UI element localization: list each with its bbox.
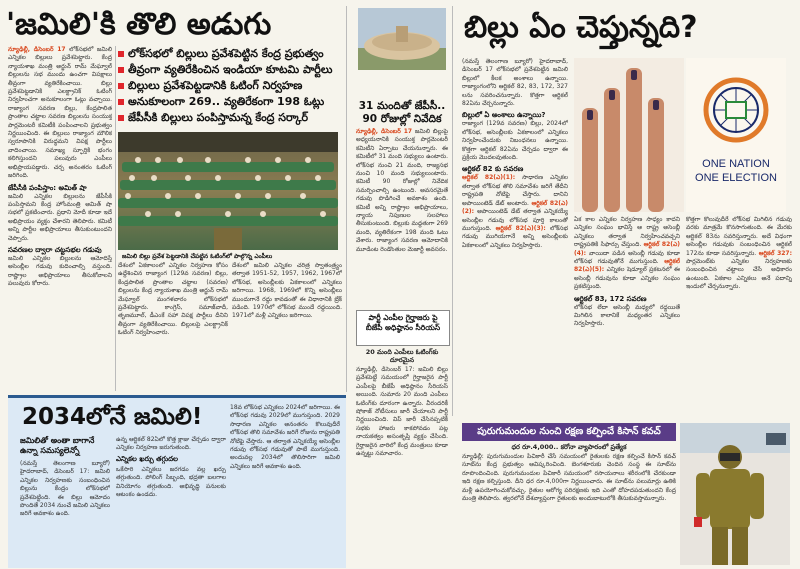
box-text-1: (నమస్తే తెలంగాణ బ్యూరో) హైదరాబాద్, డిసెంబర్ 17: జమిలి ఎన్నికల నిర్వహణకు సంబంధించిన బిల్లును కేంద్రం లోక్‌సభలో ప్రవేశపెట్టింది. ఈ బిల్లు ఆమోదం పొందితే 2034 నుంచే జమిలి ఎన్నికలు జరిగే అవకాశం ఉంది. xyxy=(20,460,110,518)
box-text-3: 18వ లోక్‌సభ ఎన్నికలు 2024లో జరిగాయి. ఈ లోక్‌సభ గడువు 2029లో ముగుస్తుంది. 2029 సాధారణ ఎన్నికల అనంతరం కొలువుదీరే లోక్‌సభ తొలి సమావేశం జరిగే రోజును రాష్ట్రపతి నోటిఫై చేస్తారు. ఆ తర్వాత ఎన్నికయ్యే అసెంబ్లీల గడువు లోక్‌సభ గడువుతో పాటే ముగుస్తుంది. అందువల్ల 2034లో తొలిసారిగా జమిలి ఎన్నికలు జరిగే అవకాశం ఉంది. xyxy=(230,404,340,470)
middle-headline: 31 మందితో జేపీసీ.. 90 రోజుల్లో నివేదిక xyxy=(358,100,446,125)
left-headline: 'జమిలి'కి తొలి అడుగు xyxy=(6,7,272,42)
kisan-kavach-photo xyxy=(680,423,790,565)
bullet-item: బిల్లులు ప్రవేశపెట్టడానికి ఓటింగ్ నిర్వహణ xyxy=(118,78,346,94)
right-subhead: బిల్లులో ఏ అంశాలు ఉన్నాయి? xyxy=(462,111,546,120)
box-2034 xyxy=(8,395,346,568)
point-label: ఆర్టికల్ 82(ఎ)(4): xyxy=(574,241,680,257)
right-subhead: ఆర్టికల్ 82 కు సవరణ xyxy=(462,165,524,174)
left-body-text-2: జమిలి ఎన్నికల బిల్లులను జేపీసీకి పంపిస్తామని కేంద్ర హోంమంత్రి అమిత్ షా సభలో ప్రకటించారు. ప్రధాని మోదీ కూడా ఇదే అభిప్రాయం వ్యక్తం చేశారని తెలిపారు. కమిటీ అన్ని పార్టీల అభిప్రాయాలు తీసుకుంటుందని చెప్పారు. xyxy=(8,192,112,242)
sub-heading-2: సవరణల ద్వారా చట్టసభల గడువు xyxy=(8,245,102,254)
box-note: ఎన్నికల ఖర్చు తగ్గుదల xyxy=(116,454,179,463)
point-label: ఆర్టికల్ 327: xyxy=(758,249,792,257)
left-body-text-3: జమిలి ఎన్నికల బిల్లులను ఆమోదిస్తే అసెంబ్లీల గడువు కుదించాల్సి వస్తుంది. రాష్ట్రాల అభిప్రాయాలు తీసుకోవాలని పలువురు కోరారు. xyxy=(8,254,112,288)
photo-caption: జమిలి బిల్లు ప్రవేశ పెట్టడానికి చేపట్టిన ఓటింగ్‌లో పాల్గొన్న ఎంపీలు xyxy=(122,253,273,260)
box-headline: 2034లోనే జమిలి! xyxy=(22,404,203,430)
left-mid-column-2: దేశంలో జమిలి ఎన్నికల చరిత్ర స్వాతంత్ర్యం తర్వాత 1951-52, 1957, 1962, 1967లో లోక్‌సభ, అసెంబ్లీలకు ఏకకాలంలో ఎన్నికలు జరిగాయి. 1968, 1969లో కొన్ని అసెంబ్లీలు ముందుగానే రద్దు కావడంతో ఈ విధానానికి బ్రేక్ పడింది. 1970లో లోక్‌సభ ముందే రద్దయింది. 1971లో మళ్లీ ఎన్నికలు జరిగాయి. xyxy=(232,262,342,320)
bullet-item: తీవ్రంగా వ్యతిరేకించిన ఇండియా కూటమి పార్టీలు xyxy=(118,62,346,78)
bullet-item: జేపీసీకి బిల్లులు పంపిస్తామన్న కేంద్ర సర్కార్ xyxy=(118,110,346,126)
middle-box-sub: 20 మంది ఎంపీలు ఓటింగ్‌కు దూరమైన xyxy=(365,348,439,364)
kisan-sub: ధర రూ.4,000.. కరోనా వ్యాపారంలో ప్రత్యేక xyxy=(511,443,627,451)
right-col-3: కొత్తగా కొలువుదీరే లోక్‌సభ మిగిలిన గడువు వరకు మాత్రమే కొనసాగుతుంది. ఈ మేరకు ఆర్టికల్ 83ను సవరిస్తున్నారు. అదే విధంగా అసెంబ్లీల గడువుకు సంబంధించిన ఆర్టికల్ 172ను కూడా సవరిస్తున్నారు. ఆర్టికల్ 327: పార్లమెంట్‌కు ఎన్నికల నిర్వహణకు సంబంధించిన చట్టాలు చేసే అధికారం ఉంటుంది. ఏకకాల ఎన్నికలు అనే పదాన్ని ఇందులో చేర్చనున్నారు. xyxy=(686,216,792,291)
left-mid-column-1: దేశంలో ఏకకాలంలో ఎన్నికల నిర్వహణ కోసం ఉద్దేశించిన రాజ్యాంగ (129వ సవరణ) బిల్లు, కేంద్రపాలిత ప్రాంతాల చట్టాల (సవరణ) బిల్లులను కేంద్ర న్యాయశాఖ మంత్రి అర్జున్ రామ్ మేఘ్వాల్ మంగళవారం లోక్‌సభలో ప్రవేశపెట్టారు. కాంగ్రెస్, సమాజ్‌వాదీ, తృణమూల్, డీఎంకే సహా విపక్ష పార్టీలు దీనిని తీవ్రంగా వ్యతిరేకించాయి. బిల్లులపై ఎలక్ట్రానిక్ ఓటింగ్ నిర్వహించారు. xyxy=(118,262,228,337)
kisan-kavach-banner: పురుగుమందుల నుంచి రక్షణ కల్పించే కిసాన్ కవచ్ xyxy=(462,423,676,441)
point-label: ఆర్టికల్ 82(ఎ)(3): xyxy=(495,224,546,232)
point-label: ఆర్టికల్ 82(ఎ)(5): xyxy=(574,258,680,274)
right-subhead: ఆర్టికల్ 83, 172 సవరణ xyxy=(574,294,647,303)
box-text-2: ఉన్న ఆర్టికల్ 82ఏలో కొత్త క్లాజు చేర్చడం ద్వారా ఎన్నికల నిర్వహణ జరుగుతుంది. ఎన్నికల ఖర్చు తగ్గుదల ఒకేసారి ఎన్నికలు జరగడం వల్ల ఖర్చు తగ్గుతుంది. పోలింగ్ సిబ్బంది, భద్రతా బలగాల వినియోగం తగ్గుతుంది. అభివృద్ధి పనులకు ఆటంకం ఉండదు. xyxy=(116,436,226,499)
middle-box-headline: పార్టీ ఎంపీల గైర్హాజరు పై బీజేపీ అధిష్ఠానం సీరియస్ xyxy=(365,313,441,332)
byline: (నమస్తే తెలంగాణ బ్యూరో) హైదరాబాద్, డిసెంబర్ 17 xyxy=(462,58,568,74)
point-label: ఆర్టికల్ 82(ఎ)(2): xyxy=(462,199,568,216)
box-subhead: జమిలితో అంతా బాగానే ఉన్నా సమస్యలెన్నో xyxy=(20,436,95,455)
left-body-column xyxy=(8,46,112,391)
bullet-item: అనుకూలంగా 269.. వ్యతిరేకంగా 198 ఓట్లు xyxy=(118,94,346,110)
sidebar-heading: జేపీసీకి పంపిస్తాం: అమిత్ షా xyxy=(8,183,87,192)
point-label: ఆర్టికల్ 82(ఎ)(1): xyxy=(462,174,516,182)
parliament-building-photo xyxy=(358,8,446,70)
logo-line-1: ONE NATION xyxy=(702,158,770,170)
parliament-photo xyxy=(118,132,338,250)
one-nation-logo xyxy=(686,58,786,212)
right-headline: బిల్లు ఏం చెప్తున్నది? xyxy=(464,10,698,45)
ballot-chakra-icon xyxy=(702,76,770,144)
right-col-1: (నమస్తే తెలంగాణ బ్యూరో) హైదరాబాద్, డిసెంబర్ 17 లోక్‌సభలో ప్రవేశపెట్టిన జమిలి బిల్లులో కీలక అంశాలు ఉన్నాయి. రాజ్యాంగంలోని ఆర్టికల్ 82, 83, 172, 327 లను సవరించనున్నారు. కొత్తగా ఆర్టికల్ 82ఏను చేర్చనున్నారు. బిల్లులో ఏ అంశాలు ఉన్నాయి? రాజ్యాంగ (129వ సవరణ) బిల్లు, 2024లో లోక్‌సభ, అసెంబ్లీలకు ఏకకాలంలో ఎన్నికలు నిర్వహించేందుకు నిబంధనలు ఉన్నాయి. కొత్తగా ఆర్టికల్ 82ఏను చేర్చడం ద్వారా ఈ ప్రక్రియ మొదలవుతుంది. ఆర్టికల్ 82 కు సవరణ ఆర్టికల్ 82(ఎ)(1): సాధారణ ఎన్నికల తర్వాత లోక్‌సభ తొలి సమావేశం జరిగే తేదీని రాష్ట్రపతి నోటిఫై చేస్తారు. దానిని అపాయింటెడ్ డేట్ అంటారు. ఆర్టికల్ 82(ఎ)(2): అపాయింటెడ్ డేట్ తర్వాత ఎన్నికయ్యే అసెంబ్లీల గడువు లోక్‌సభ పూర్తి కాలంతో ముగుస్తుంది. ఆర్టికల్ 82(ఎ)(3): లోక్‌సభ గడువు ముగియగానే అన్ని అసెంబ్లీలకు ఏకకాలంలో ఎన్నికలు నిర్వహిస్తారు. xyxy=(462,58,568,249)
middle-body-2: న్యూఢిల్లీ, డిసెంబర్ 17: జమిలి బిల్లు ప్రవేశపెట్టే సమయంలో గైర్హాజరైన పార్టీ ఎంపీలపై బీజేపీ అధిష్ఠానం సీరియస్ అయింది. సుమారు 20 మంది ఎంపీలు ఓటింగ్‌కు దూరంగా ఉన్నారు. వీరందరికీ షోకాజ్ నోటీసులు జారీ చేయాలని పార్టీ నిర్ణయించింది. విప్ జారీ చేసినప్పటికీ సభకు హాజరు కాకపోవడం పట్ల నాయకత్వం అసంతృప్తి వ్యక్తం చేసింది. గైర్హాజరైన వారిలో కేంద్ర మంత్రులు కూడా ఉన్నట్టు సమాచారం. xyxy=(356,366,448,458)
dateline: న్యూఢిల్లీ, డిసెంబర్ 17 xyxy=(8,46,66,53)
middle-box xyxy=(356,310,450,346)
headline-bullets xyxy=(118,46,346,126)
logo-line-2: ONE ELECTION xyxy=(695,172,777,184)
right-col-2: ఏక కాల ఎన్నికల నిర్వహణ సాధ్యం కాదని ఎన్నికల సంఘం భావిస్తే ఆ రాష్ట్ర అసెంబ్లీ ఎన్నికలు తర్వాత నిర్వహించవచ్చని రాష్ట్రపతికి సిఫార్సు చేస్తుంది. ఆర్టికల్ 82(ఎ)(4): వాయిదా పడిన అసెంబ్లీ గడువు కూడా లోక్‌సభ గడువుతోనే ముగుస్తుంది. ఆర్టికల్ 82(ఎ)(5): ఎన్నికల షెడ్యూల్ ప్రకటనలో ఈ అసెంబ్లీ గడువును కూడా ఎన్నికల సంఘం ప్రకటిస్తుంది. ఆర్టికల్ 83, 172 సవరణ లోక్‌సభ లేదా అసెంబ్లీ మధ్యలో రద్దయితే మిగిలిన కాలానికే మధ్యంతర ఎన్నికలు నిర్వహిస్తారు. xyxy=(574,216,680,328)
voting-hands-photo xyxy=(574,58,684,212)
bullet-item: లోక్‌సభలో బిల్లులు ప్రవేశపెట్టిన కేంద్ర ప్రభుత్వం xyxy=(118,46,346,62)
left-body-text: లోక్‌సభలో జమిలి ఎన్నికల బిల్లులు ప్రవేశపెట్టారు. కేంద్ర న్యాయశాఖ మంత్రి అర్జున్ రామ్ మేఘ్వాల్ బిల్లులను సభ ముందు ఉంచగా విపక్షాలు తీవ్రంగా వ్యతిరేకించాయి. బిల్లు ప్రవేశపెట్టడానికి ఎలక్ట్రానిక్ ఓటింగ్ నిర్వహించగా అనుకూలంగా ఓట్లు వచ్చాయి. రాజ్యాంగ సవరణ బిల్లు, కేంద్రపాలిత ప్రాంతాల చట్టాల సవరణ బిల్లులను సంయుక్త పార్లమెంటరీ కమిటీకి పంపించాలని ప్రభుత్వం నిర్ణయించింది. ఈ బిల్లులు రాజ్యాంగ మౌలిక స్వరూపానికి విరుద్ధమని విపక్ష పార్టీలు వాదించాయి. సమాఖ్య స్ఫూర్తికి భంగం కలిగిస్తుందని పలువురు ఎంపీలు అభిప్రాయపడ్డారు. చర్చ అనంతరం ఓటింగ్ జరిగింది. xyxy=(8,46,112,180)
kisan-body: న్యూఢిల్లీ: పురుగుమందుల పిచికారీ చేసే సమయంలో రైతులకు రక్షణ కల్పించే కిసాన్ కవచ్ సూట్‌ను కేంద్ర ప్రభుత్వం ఆవిష్కరించింది. బెంగళూరుకు చెందిన సంస్థ ఈ సూట్‌ను రూపొందించింది. పురుగుమందుల పిచికారీ సమయంలో రసాయనాలు శరీరంలోకి చేరకుండా ఇది రక్షణ కల్పిస్తుంది. దీని ధర రూ.4,000గా నిర్ణయించారు. ఈ సూట్‌ను పలుమార్లు ఉతికి మళ్లీ ఉపయోగించుకోవచ్చు. రైతుల ఆరోగ్య పరిరక్షణకు ఇది ఎంతో దోహదపడుతుందని కేంద్ర మంత్రి తెలిపారు. త్వరలోనే దేశవ్యాప్తంగా రైతులకు అందుబాటులోకి తీసుకువస్తామన్నారు. xyxy=(462,453,676,503)
middle-body: న్యూఢిల్లీ, డిసెంబర్ 17 జమిలి బిల్లుపై అధ్యయనానికి సంయుక్త పార్లమెంటరీ కమిటీని ఏర్పాటు చేయనున్నారు. ఈ కమిటీలో 31 మంది సభ్యులు ఉంటారు. లోక్‌సభ నుంచి 21 మంది, రాజ్యసభ నుంచి 10 మంది సభ్యులుంటారు. కమిటీ 90 రోజుల్లో నివేదిక సమర్పించాల్సి ఉంటుంది. అవసరమైతే గడువు పొడిగించే అవకాశం ఉంది. కమిటీ అన్ని రాష్ట్రాల అభిప్రాయాలు, న్యాయ నిపుణుల సలహాలు తీసుకుంటుంది. బిల్లుకు మద్దతుగా 269 మంది, వ్యతిరేకంగా 198 మంది ఓటు వేశారు. రాజ్యాంగ సవరణ ఆమోదానికి మూడింట రెండొంతుల మెజార్టీ అవసరం. xyxy=(356,128,448,253)
